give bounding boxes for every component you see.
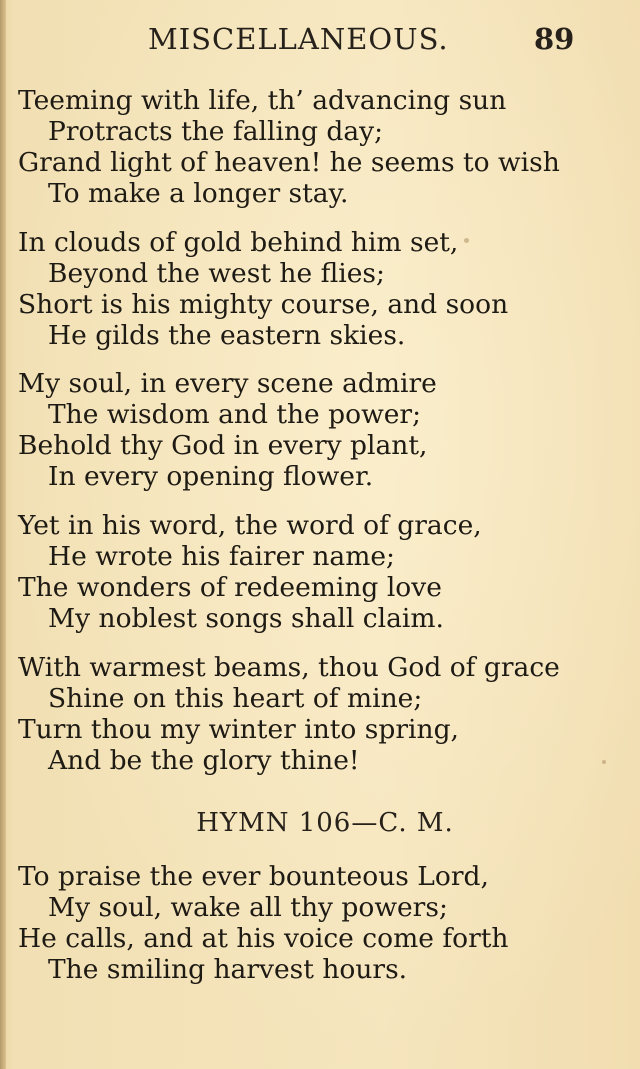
verse-line: Turn thou my winter into spring, bbox=[18, 714, 459, 745]
hymn-title: HYMN 106—C. M. bbox=[196, 808, 454, 838]
verse-line: My soul, in every scene admire bbox=[18, 368, 437, 399]
verse-line: The smiling harvest hours. bbox=[48, 954, 408, 985]
verse-line: Teeming with life, th’ advancing sun bbox=[18, 85, 507, 116]
verse-line: He wrote his fairer name; bbox=[48, 541, 395, 572]
verse-line: Beyond the west he flies; bbox=[48, 258, 385, 289]
stanza-4 bbox=[18, 510, 628, 634]
verse-line: My soul, wake all thy powers; bbox=[48, 892, 448, 923]
verse-line: My noblest songs shall claim. bbox=[48, 603, 444, 634]
verse-line: He gilds the eastern skies. bbox=[48, 320, 406, 351]
verse-line: He calls, and at his voice come forth bbox=[18, 923, 509, 954]
verse-line: Behold thy God in every plant, bbox=[18, 430, 428, 461]
page-number: 89 bbox=[534, 22, 575, 56]
stanza-5 bbox=[18, 652, 628, 776]
verse-line: The wonders of redeeming love bbox=[18, 572, 442, 603]
verse-line: Short is his mighty course, and soon bbox=[18, 289, 509, 320]
verse-line: And be the glory thine! bbox=[48, 745, 360, 776]
hymn-106-stanza-1 bbox=[18, 861, 628, 985]
verse-line: Protracts the falling day; bbox=[48, 116, 384, 147]
verse-line: With warmest beams, thou God of grace bbox=[18, 652, 560, 683]
verse-line: To make a longer stay. bbox=[48, 178, 349, 209]
stanza-1 bbox=[18, 85, 628, 209]
verse-line: Shine on this heart of mine; bbox=[48, 683, 423, 714]
verse-line: In every opening flower. bbox=[48, 461, 374, 492]
verse-line: Yet in his word, the word of grace, bbox=[18, 510, 482, 541]
stanza-3 bbox=[18, 368, 628, 492]
verse-line: To praise the ever bounteous Lord, bbox=[18, 861, 489, 892]
running-head: MISCELLANEOUS. bbox=[148, 22, 449, 56]
stanza-2 bbox=[18, 227, 628, 351]
page-gutter-edge bbox=[0, 0, 6, 1069]
verse-line: In clouds of gold behind him set, bbox=[18, 227, 459, 258]
verse-line: The wisdom and the power; bbox=[48, 399, 422, 430]
verse-line: Grand light of heaven! he seems to wish bbox=[18, 147, 560, 178]
page-header bbox=[0, 22, 640, 62]
